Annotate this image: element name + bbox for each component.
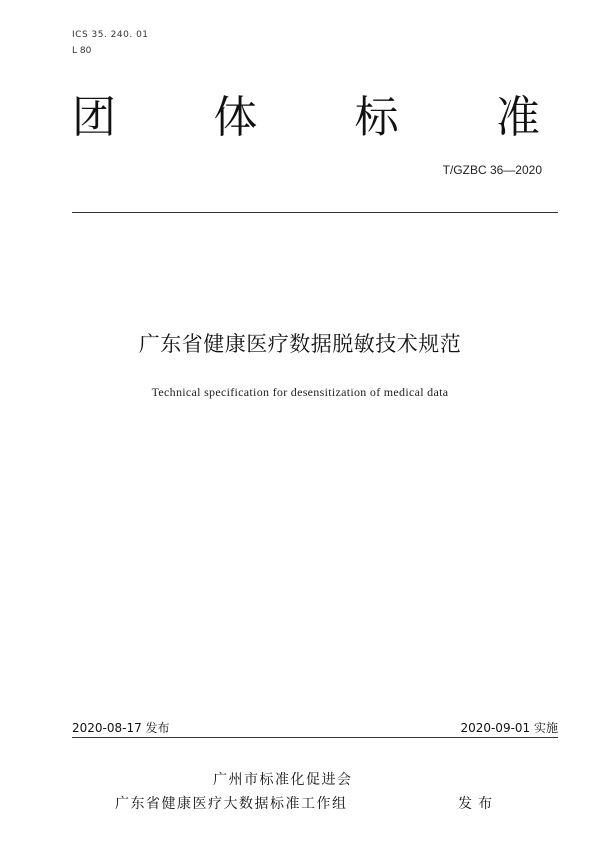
document-type-title xyxy=(72,88,540,148)
document-title-zh: 广东省健康医疗数据脱敏技术规范 xyxy=(138,332,462,356)
ics-code: ICS 35. 240. 01 xyxy=(72,30,149,40)
publish-label: 发布 xyxy=(458,796,498,812)
title-char-3: 标 xyxy=(354,92,399,143)
ccs-code: L 80 xyxy=(72,46,92,56)
document-title-en: Technical specification for desensitization of medical data xyxy=(151,385,449,399)
title-char-2: 体 xyxy=(213,92,258,143)
title-char-4: 准 xyxy=(495,92,540,143)
issue-date: 2020-08-17 发布 xyxy=(72,721,170,735)
title-char-1: 团 xyxy=(72,92,116,143)
footer-divider xyxy=(72,737,558,738)
publisher-org-2: 广东省健康医疗大数据标准工作组 xyxy=(115,796,348,812)
header-divider xyxy=(72,212,558,213)
implementation-date: 2020-09-01 实施 xyxy=(460,721,558,735)
standard-number: T/GZBC 36—2020 xyxy=(442,163,542,177)
publisher-org-1: 广州市标准化促进会 xyxy=(213,772,353,788)
